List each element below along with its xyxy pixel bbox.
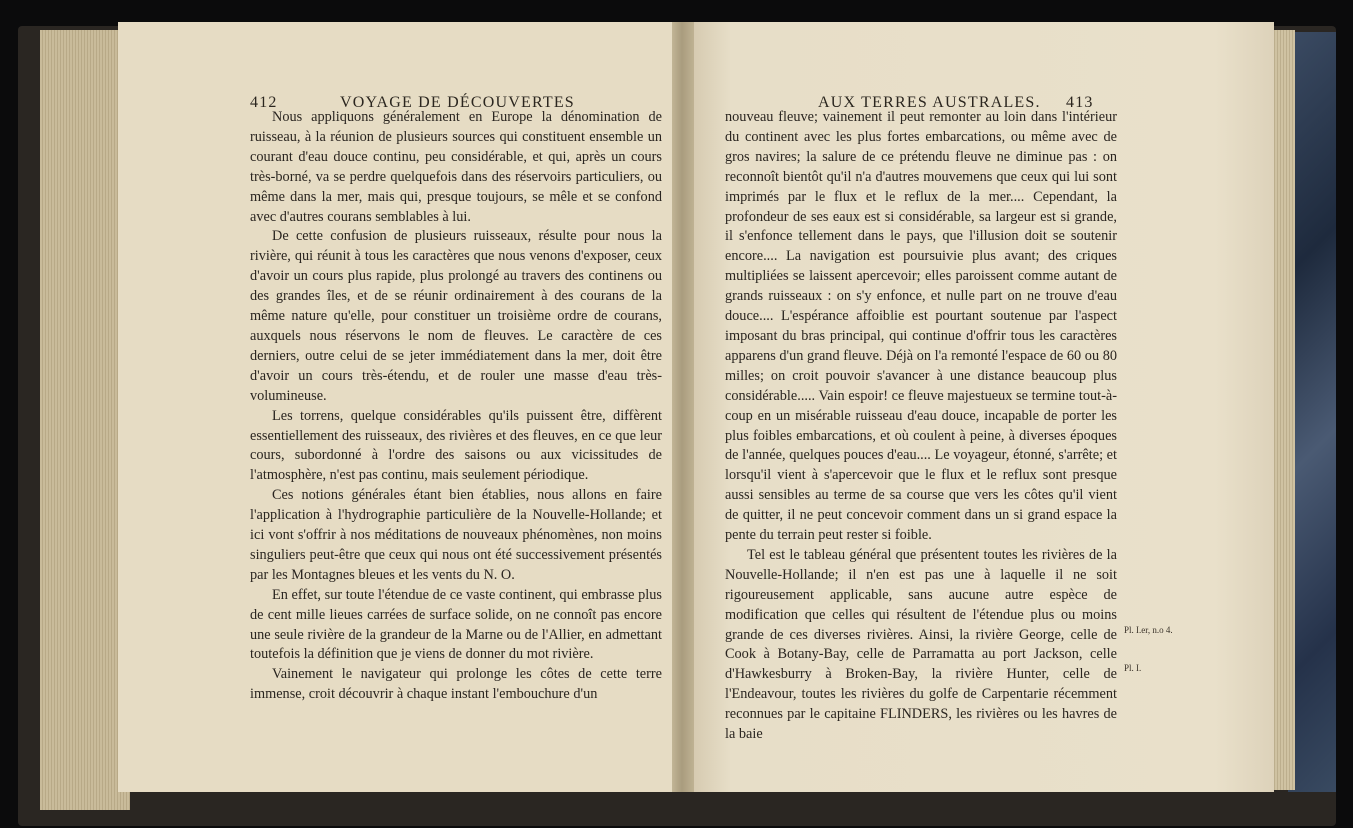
right-page-number: 413 [1066,94,1094,111]
margin-note-plate-ref: Pl. I.er, n.o 4. [1124,625,1173,635]
left-paragraph: Les torrens, quelque considérables qu'ils puissent être, diffèrent essentiellement des ruisseaux, des rivières et des fleuves, en ce que leur cours, subordonné à l'ordre des saisons ou aux vicissitudes de l'atmosphère, n'est pas continu, mais seulement périodique. [250,407,662,484]
margin-note-plate-ref: Pl. I. [1124,663,1142,673]
left-page-edges [40,30,130,810]
left-paragraph: Vainement le navigateur qui prolonge les côtes de cette terre immense, croit découvrir à chaque instant l'embouchure d'un [250,666,662,703]
right-running-head: AUX TERRES AUSTRALES. [818,94,1041,111]
marbled-edge [1288,32,1336,792]
right-paragraph: nouveau fleuve; vainement il peut remonter au loin dans l'intérieur du continent avec les plus fortes embarcations, ou même avec de gros navires; la salure de ce prétendu fleuve ne diminue pas : on reconnoît bientôt qu'il n'a d'autres mouvemens que ceux qui lui sont imprimés par le flux et le reflux de la mer.... Cependant, la profondeur de ses eaux est si considérable, sa largeur est si grande, il s'enfonce tellement dans le pays, que l'illusion doit se soutenir encore.... La navigation est poursuivie plus avant; des criques multipliées se laissent apercevoir; elles paroissent comme autant de grands ruisseaux : on s'y enfonce, et nulle part on ne trouve d'eau douce.... L'espérance affoiblie est pourtant soutenue par l'aspect imposant du bras principal, qui continue d'offrir tous les caractères apparens d'un grand fleuve. Déjà on l'a remonté l'espace de 60 ou 80 milles; on croit pouvoir s'avancer à une distance beaucoup plus considérable..... Vain espoir! ce fleuve majestueux se termine tout-à-coup en un misérable ruisseau d'eau douce, incapable de porter les plus foibles embarcations, et où coulent à peine, à diverses époques de l'année, quelques pouces d'eau.... Le voyageur, étonné, s'arrête; et lorsqu'il vient à s'apercevoir que le flux et le reflux sont presque aussi sensibles au terme de sa course que vers les côtes qu'il vient de quitter, il ne peut concevoir comment dans un si grand espace la pente du terrain peut rester si foible. [725,109,1117,544]
left-running-head: VOYAGE DE DÉCOUVERTES [340,94,575,111]
left-paragraph: En effet, sur toute l'étendue de ce vaste continent, qui embrasse plus de cent mille lieues carrées de surface solide, on ne connoît pas encore une seule rivière de la grandeur de la Marne ou de l'Allier, en admettant toutefois la définition que je viens de donner du mot rivière. [250,586,662,663]
right-page-text [725,108,1117,745]
left-paragraph: Ces notions générales étant bien établies, nous allons en faire l'application à l'hydrographie particulière de la Nouvelle-Hollande; et ici vont s'offrir à nos méditations de nouveaux phénomènes, non moins singuliers peut-être que ceux qui nous ont été successivement présentés par les Montagnes bleues et les vents du N. O. [250,487,662,583]
book-gutter [672,22,694,792]
left-page-text [250,108,662,705]
left-page-number: 412 [250,94,278,111]
left-paragraph: Nous appliquons généralement en Europe la dénomination de ruisseau, à la réunion de plusieurs sources qui constituent ensemble un courant d'eau douce continu, peu considérable, et qui, après un cours très-borné, va se perdre quelquefois dans des réservoirs particuliers, ou même dans la mer, mais qui, presque toujours, se mêle et se confond avec d'autres courans semblables à lui. [250,109,662,225]
right-paragraph: Tel est le tableau général que présentent toutes les rivières de la Nouvelle-Hollande; il n'en est pas une à laquelle il ne soit rigoureusement applicable, sans aucune autre espèce de modification que celles qui résultent de l'étendue plus ou moins grande de ces diverses rivières. Ainsi, la rivière George, celle de Cook à Botany-Bay, celle de Parramatta au port Jackson, celle d'Hawkesburry à Broken-Bay, la rivière Hunter, celle de l'Endeavour, toutes les rivières du golfe de Carpentarie récemment reconnues par le capitaine FLINDERS, les rivières ou les havres de la baie [725,546,1117,743]
left-paragraph: De cette confusion de plusieurs ruisseaux, résulte pour nous la rivière, qui réunit à tous les caractères que nous venons d'exposer, ceux d'avoir un cours plus rapide, plus prolongé au travers des continens ou des grandes îles, et de se réunir ordinairement à des courans de la même nature qu'elle, pour constituer un troisième ordre de courans, auxquels nous réservons le nom de fleuves. Le caractère de ces derniers, outre celui de se jeter immédiatement dans la mer, doit être d'avoir un cours très-étendu, et de rouler une masse d'eau très-volumineuse. [250,228,662,404]
